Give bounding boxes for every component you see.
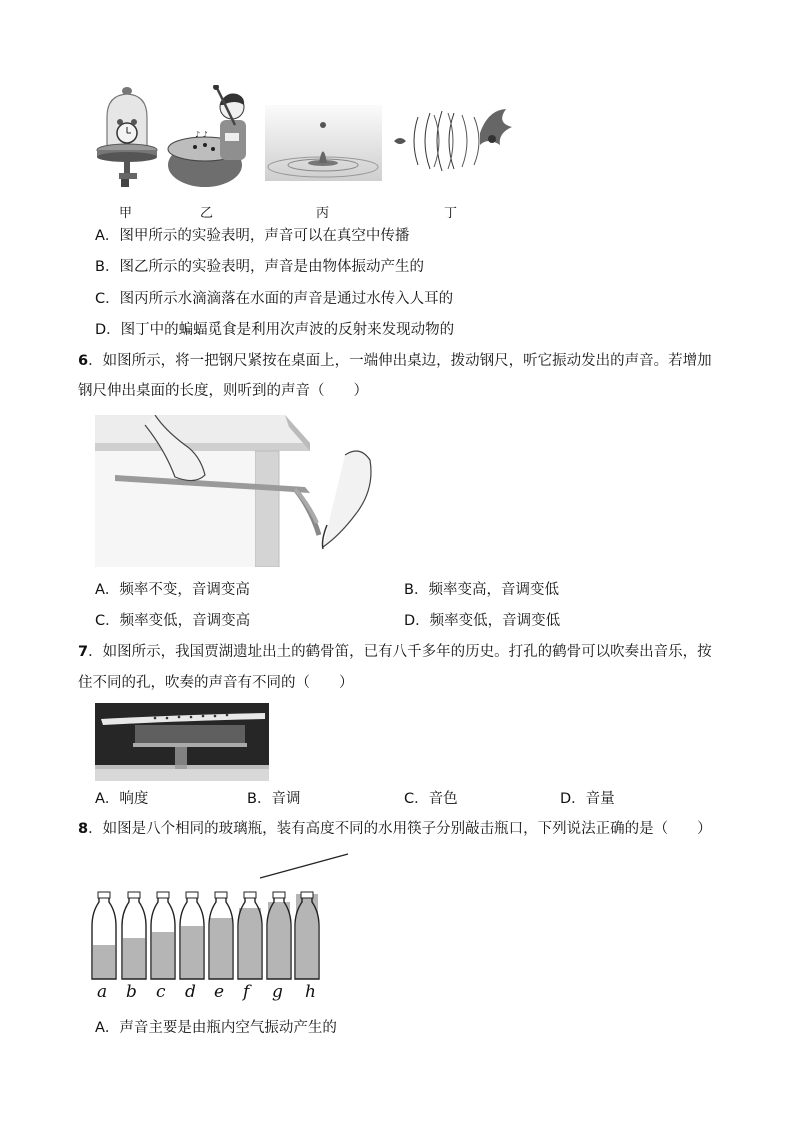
q5-option-c[interactable]: C．图丙所示水滴滴落在水面的声音是通过水传入人耳的 (95, 291, 454, 307)
bottle-label-e: e (214, 982, 225, 1002)
glass-bottle (180, 892, 204, 979)
steel-ruler-on-table-illustration (95, 415, 390, 567)
bottle-label-c: c (156, 982, 166, 1002)
glass-bottle (122, 892, 146, 979)
boy-striking-drum-illustration (165, 85, 255, 193)
q7-option-c[interactable]: C．音色 (404, 791, 458, 807)
q7-stem-line1 (78, 642, 712, 662)
q7-stem-line2: 住不同的孔，吹奏的声音有不同的（ ） (78, 675, 354, 691)
bottle-label-g: g (272, 982, 283, 1002)
glass-bottle (209, 892, 233, 979)
figure-label-jia: 甲 (119, 206, 133, 221)
water-fill (123, 938, 145, 979)
q8-stem (78, 819, 712, 839)
bone-flute-photo (95, 703, 269, 781)
q8-stem-text: ．如图是八个相同的玻璃瓶，装有高度不同的水用筷子分别敲击瓶口，下列说法正确的是（ ） (88, 821, 712, 837)
glass-bottle (151, 892, 175, 979)
figure-label-yi: 乙 (200, 206, 214, 221)
water-drop-splash-photo (265, 105, 382, 181)
figure-label-ding: 丁 (444, 206, 458, 221)
bat-echolocation-illustration (388, 105, 518, 175)
water-fill (210, 918, 232, 979)
eight-glass-bottles-illustration (90, 850, 360, 985)
bottle-label-h: h (305, 982, 316, 1002)
q7-stem-text: ．如图所示，我国贾湖遗址出土的鹤骨笛，已有八千多年的历史。打孔的鹤骨可以吹奏出音乐，按 (88, 644, 712, 660)
figure-label-bing: 丙 (316, 206, 330, 221)
q5-option-d[interactable]: D．图丁中的蝙蝠觅食是利用次声波的反射来发现动物的 (95, 322, 455, 338)
bottle-label-a: a (97, 982, 108, 1002)
svg-text:♪ ♪: ♪ ♪ (195, 130, 208, 139)
q6-stem-text: ．如图所示，将一把钢尺紧按在桌面上，一端伸出桌边，拨动钢尺，听它振动发出的声音。若增加 (88, 353, 712, 369)
water-fill (152, 932, 174, 979)
water-fill (93, 945, 115, 979)
q7-option-b[interactable]: B．音调 (247, 791, 301, 807)
bottle-label-f: f (243, 982, 250, 1002)
q8-number: 8 (78, 821, 89, 837)
bottle-label-b: b (126, 982, 137, 1002)
glass-bottle (267, 892, 291, 979)
q7-number: 7 (78, 644, 89, 660)
q6-option-a[interactable]: A．频率不变，音调变高 (95, 582, 250, 598)
water-fill (239, 908, 261, 979)
q5-option-b[interactable]: B．图乙所示的实验表明，声音是由物体振动产生的 (95, 259, 424, 275)
bell-jar-alarm-clock-illustration (95, 85, 165, 190)
q8-option-a[interactable]: A．声音主要是由瓶内空气振动产生的 (95, 1020, 337, 1036)
q5-option-a[interactable]: A．图甲所示的实验表明，声音可以在真空中传播 (95, 228, 410, 244)
glass-bottle (92, 892, 116, 979)
q6-number: 6 (78, 353, 89, 369)
glass-bottle (295, 892, 319, 979)
q6-stem-line2: 钢尺伸出桌面的长度，则听到的声音（ ） (78, 383, 368, 399)
glass-bottle (238, 892, 262, 979)
chopstick-line (260, 854, 348, 878)
q7-option-a[interactable]: A．响度 (95, 791, 149, 807)
water-fill (181, 926, 203, 979)
water-fill (268, 902, 290, 979)
q6-option-c[interactable]: C．频率变低，音调变高 (95, 613, 251, 629)
bottle-label-d: d (185, 982, 196, 1002)
q6-option-b[interactable]: B．频率变高，音调变低 (404, 582, 559, 598)
q6-stem-line1 (78, 351, 712, 371)
q6-option-d[interactable]: D．频率变低，音调变低 (404, 613, 561, 629)
q7-option-d[interactable]: D．音量 (560, 791, 615, 807)
